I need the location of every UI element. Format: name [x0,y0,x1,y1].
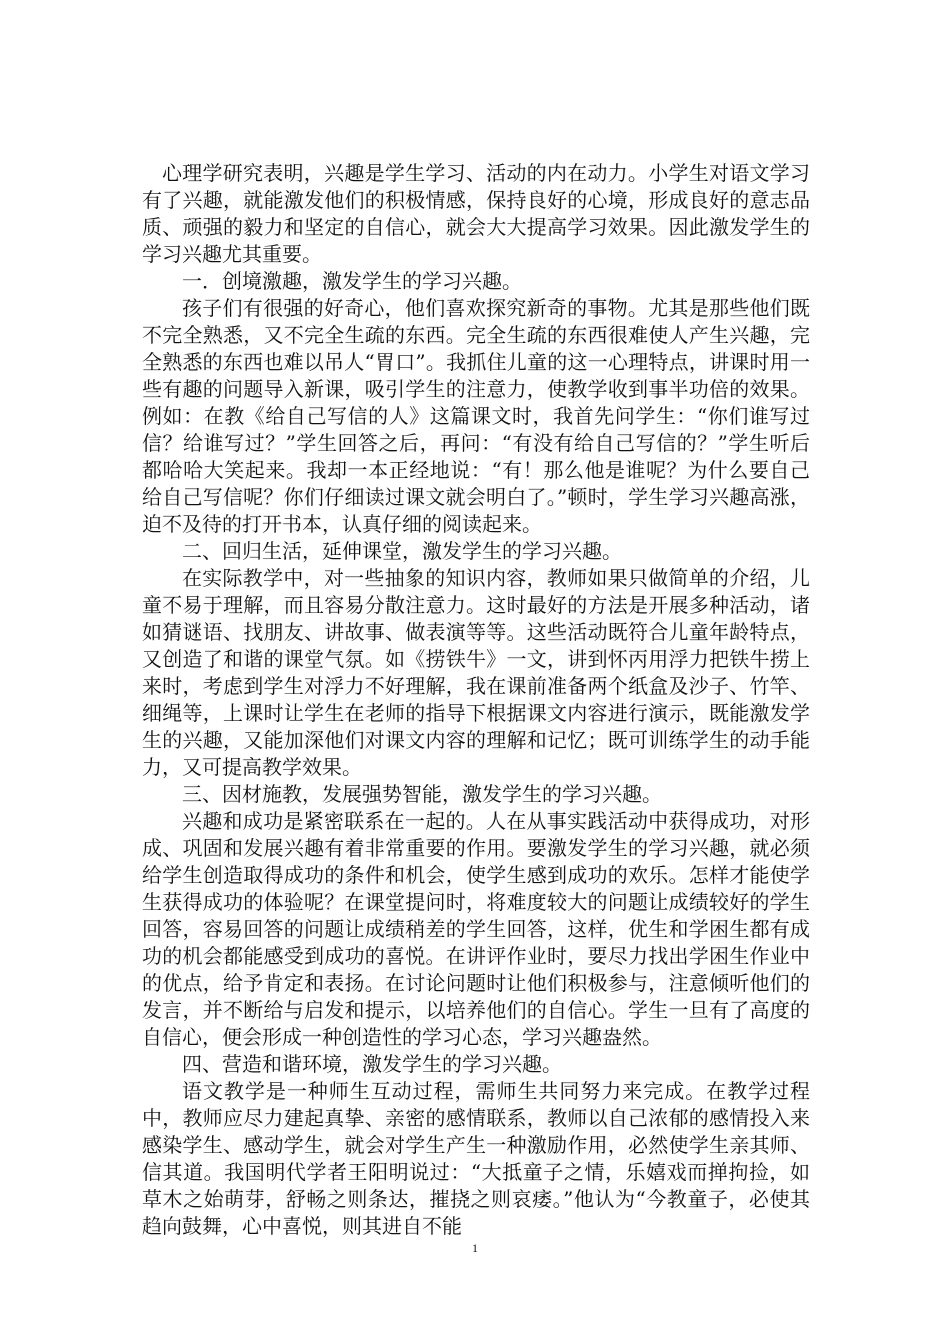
document-body [142,160,810,1240]
section-heading-1: 一．创境激趣，激发学生的学习兴趣。 [182,269,522,293]
intro-paragraph: 心理学研究表明，兴趣是学生学习、活动的内在动力。小学生对语文学习有了兴趣，就能激发他们的积极情感，保持良好的心境，形成良好的意志品质、顽强的毅力和坚定的自信心，就会大大提高学习效果。因此激发学生的学习兴趣尤其重要。 [142,161,810,266]
section-heading-4: 四、营造和谐环境，激发学生的学习兴趣。 [182,1052,562,1076]
body-paragraph-1: 孩子们有很强的好奇心，他们喜欢探究新奇的事物。尤其是那些他们既不完全熟悉，又不完全生疏的东西。完全生疏的东西很难使人产生兴趣，完全熟悉的东西也难以吊人“胃口”。我抓住儿童的这一心理特点，讲课时用一些有趣的问题导入新课，吸引学生的注意力，使教学收到事半功倍的效果。例如：在教《给自己写信的人》这篇课文时，我首先问学生：“你们谁写过信？给谁写过？”学生回答之后，再问：“有没有给自己写信的？”学生听后都哈哈大笑起来。我却一本正经地说：“有！那么他是谁呢？为什么要自己给自己写信呢？你们仔细读过课文就会明白了。”顿时，学生学习兴趣高涨，迫不及待的打开书本，认真仔细的阅读起来。 [142,296,810,536]
section-heading-2: 二、回归生活，延伸课堂，激发学生的学习兴趣。 [182,539,622,563]
body-paragraph-3: 兴趣和成功是紧密联系在一起的。人在从事实践活动中获得成功，对形成、巩固和发展兴趣有着非常重要的作用。要激发学生的学习兴趣，就必须给学生创造取得成功的条件和机会，使学生感到成功的欢乐。怎样才能使学生获得成功的体验呢？在课堂提问时，将难度较大的问题让成绩较好的学生回答，容易回答的问题让成绩稍差的学生回答，这样，优生和学困生都有成功的机会都能感受到成功的喜悦。在讲评作业时，要尽力找出学困生作业中的优点，给予肯定和表扬。在讨论问题时让他们积极参与，注意倾听他们的发言，并不断给与启发和提示，以培养他们的自信心。学生一旦有了高度的自信心，便会形成一种创造性的学习心态，学习兴趣盎然。 [142,809,810,1049]
section-heading-3: 三、因材施教，发展强势智能，激发学生的学习兴趣。 [182,782,662,806]
body-paragraph-4: 语文教学是一种师生互动过程，需师生共同努力来完成。在教学过程中，教师应尽力建起真挚、亲密的感情联系，教师以自己浓郁的感情投入来感染学生、感动学生，就会对学生产生一种激励作用，必然使学生亲其师、信其道。我国明代学者王阳明说过：“大抵童子之情，乐嬉戏而掸拘捡，如草木之始萌芽，舒畅之则条达，摧挠之则哀痿。”他认为“今教童子，必使其趋向鼓舞，心中喜悦，则其进自不能 [142,1079,810,1238]
body-paragraph-2: 在实际教学中，对一些抽象的知识内容，教师如果只做简单的介绍，儿童不易于理解，而且容易分散注意力。这时最好的方法是开展多种活动，诸如猜谜语、找朋友、讲故事、做表演等等。这些活动既符合儿童年龄特点，又创造了和谐的课堂气氛。如《捞铁牛》一文，讲到怀丙用浮力把铁牛捞上来时，考虑到学生对浮力不好理解，我在课前准备两个纸盒及沙子、竹竿、细绳等，上课时让学生在老师的指导下根据课文内容进行演示，既能激发学生的兴趣，又能加深他们对课文内容的理解和记忆；既可训练学生的动手能力，又可提高教学效果。 [142,566,810,779]
page-number: 1 [472,1241,478,1255]
